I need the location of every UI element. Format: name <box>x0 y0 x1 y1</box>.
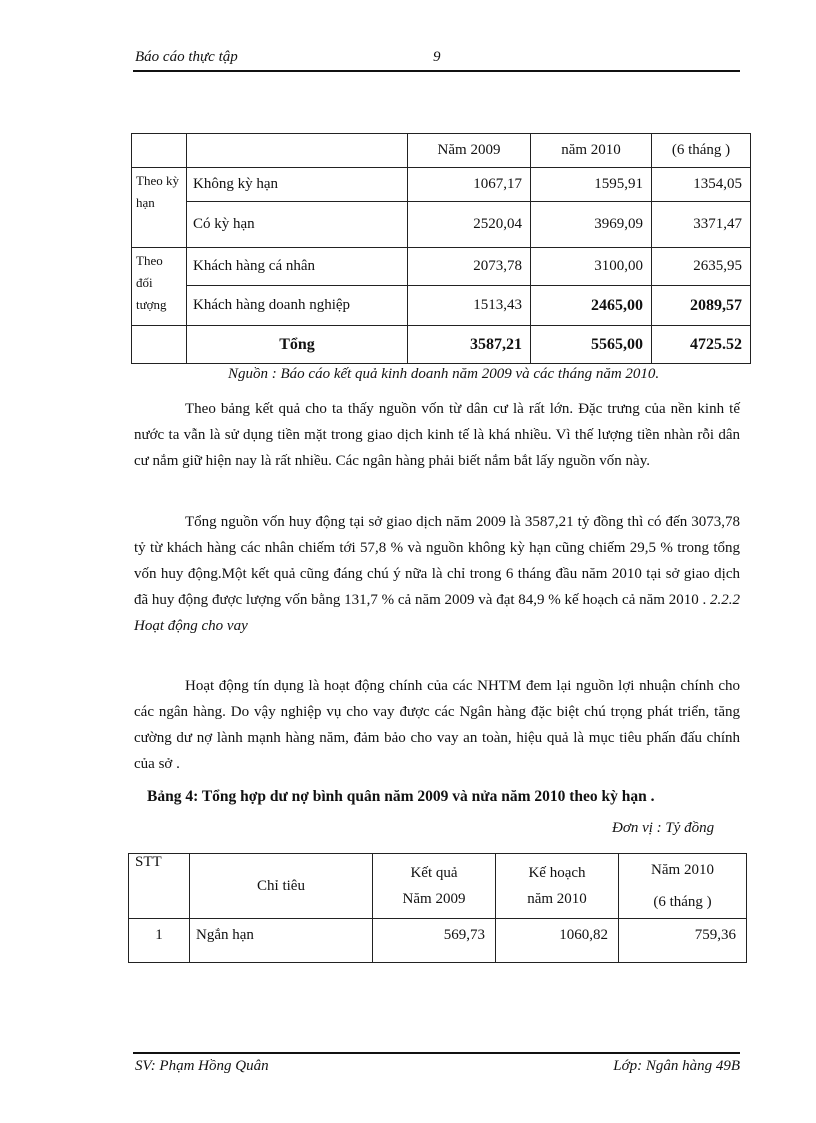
col-header-line: Kế hoạch <box>528 865 586 881</box>
empty-cell <box>187 134 408 168</box>
total-value: 5565,00 <box>531 326 652 364</box>
page-number: 9 <box>433 49 441 65</box>
table-row <box>132 248 751 286</box>
cell-value: 2520,04 <box>408 202 531 248</box>
header-title: Báo cáo thực tập <box>135 49 238 65</box>
cell-value: 1513,43 <box>408 286 531 326</box>
paragraph-text: Theo bảng kết quả cho ta thấy nguồn vốn từ dân cư là rất lớn. Đặc trưng của nền kinh tế nước ta vẫn là sử dụng tiền mặt trong giao dịch kinh tế là khá nhiều. Vì thế lượng tiền nhàn rỗi dân cư nắm giữ hiện nay là rất nhiều. Các ngân hàng phải biết nắm bắt lấy nguồn vốn này. <box>134 401 740 469</box>
col-header: STT <box>129 854 190 919</box>
row-label: Khách hàng doanh nghiệp <box>187 286 408 326</box>
cell-value: 1067,17 <box>408 168 531 202</box>
source-note: Nguồn : Báo cáo kết quả kinh doanh năm 2009 và các tháng năm 2010. <box>228 366 660 382</box>
cell-value: 569,73 <box>373 919 496 963</box>
row-label: Khách hàng cá nhân <box>187 248 408 286</box>
col-header: Chỉ tiêu <box>190 854 373 919</box>
table-caption: Bảng 4: Tổng hợp dư nợ bình quân năm 2009 và nửa năm 2010 theo kỳ hạn . <box>147 788 655 805</box>
cell-value: 2465,00 <box>531 286 652 326</box>
col-header-line: Kết quả <box>410 865 458 881</box>
table-row <box>132 286 751 326</box>
cell-value: 1595,91 <box>531 168 652 202</box>
cell-value: 3100,00 <box>531 248 652 286</box>
col-header: (6 tháng ) <box>652 134 751 168</box>
class-name: Lớp: Ngân hàng 49B <box>613 1058 740 1074</box>
unit-note: Đơn vị : Tỷ đồng <box>612 820 715 836</box>
col-header <box>373 854 496 919</box>
table-row <box>132 202 751 248</box>
student-name: SV: Phạm Hồng Quân <box>135 1058 269 1074</box>
total-value: 3587,21 <box>408 326 531 364</box>
section-heading: 2.2.2 Hoạt động cho vay <box>134 592 740 634</box>
row-label: Ngắn hạn <box>190 919 373 963</box>
page-header <box>133 48 740 72</box>
cell-stt: 1 <box>129 919 190 963</box>
cell-value: 2635,95 <box>652 248 751 286</box>
cell-value: 1354,05 <box>652 168 751 202</box>
cell-value: 2089,57 <box>652 286 751 326</box>
cell-value: 759,36 <box>619 919 747 963</box>
table-row <box>129 919 747 963</box>
total-label: Tổng <box>187 326 408 364</box>
cell-value: 1060,82 <box>496 919 619 963</box>
capital-table <box>131 133 751 364</box>
paragraph-3 <box>134 673 740 777</box>
paragraph-text: Hoạt động tín dụng là hoạt động chính của các NHTM đem lại nguồn lợi nhuận chính cho các ngân hàng. Do vậy nghiệp vụ cho vay được các Ngân hàng đặc biệt chú trọng phát triển, tăng cường dư nợ lành mạnh hàng năm, đảm bảo cho vay an toàn, hiệu quả là mục tiêu phấn đấu chính của sở . <box>134 678 740 772</box>
empty-cell <box>132 134 187 168</box>
col-header-line: năm 2010 <box>527 891 587 907</box>
paragraph-body: Tổng nguồn vốn huy động tại sở giao dịch năm 2009 là 3587,21 tỷ đồng thì có đến 3073,78 tỷ từ khách hàng các nhân chiếm tới 57,8 % và nguồn không kỳ hạn cũng chiếm 29,5 % trong tổng vốn huy động.Một kết quả cũng đáng chú ý nữa là chỉ trong 6 tháng đầu năm 2010 tại sở giao dịch đã huy động được lượng vốn bằng 131,7 % cả năm 2009 và đạt 84,9 % kế hoạch cả năm 2010 . <box>134 514 740 608</box>
group-label: Theo đối tượng <box>132 248 187 326</box>
col-header-line: Năm 2009 <box>402 891 466 907</box>
total-value: 4725.52 <box>652 326 751 364</box>
loan-table <box>128 853 747 963</box>
page-footer <box>133 1052 740 1074</box>
cell-value: 2073,78 <box>408 248 531 286</box>
col-header <box>619 854 747 919</box>
cell-value: 3371,47 <box>652 202 751 248</box>
empty-cell <box>132 326 187 364</box>
col-header: Năm 2009 <box>408 134 531 168</box>
cell-value: 3969,09 <box>531 202 652 248</box>
group-label: Theo kỳ hạn <box>132 168 187 248</box>
col-header-line: Năm 2010 <box>651 862 714 878</box>
col-header <box>496 854 619 919</box>
total-row <box>132 326 751 364</box>
paragraph-1 <box>134 396 740 474</box>
paragraph-2 <box>134 509 740 639</box>
col-header-line: (6 tháng ) <box>653 894 712 910</box>
col-header: năm 2010 <box>531 134 652 168</box>
paragraph-text <box>134 509 740 639</box>
row-label: Có kỳ hạn <box>187 202 408 248</box>
row-label: Không kỳ hạn <box>187 168 408 202</box>
table-row <box>132 168 751 202</box>
